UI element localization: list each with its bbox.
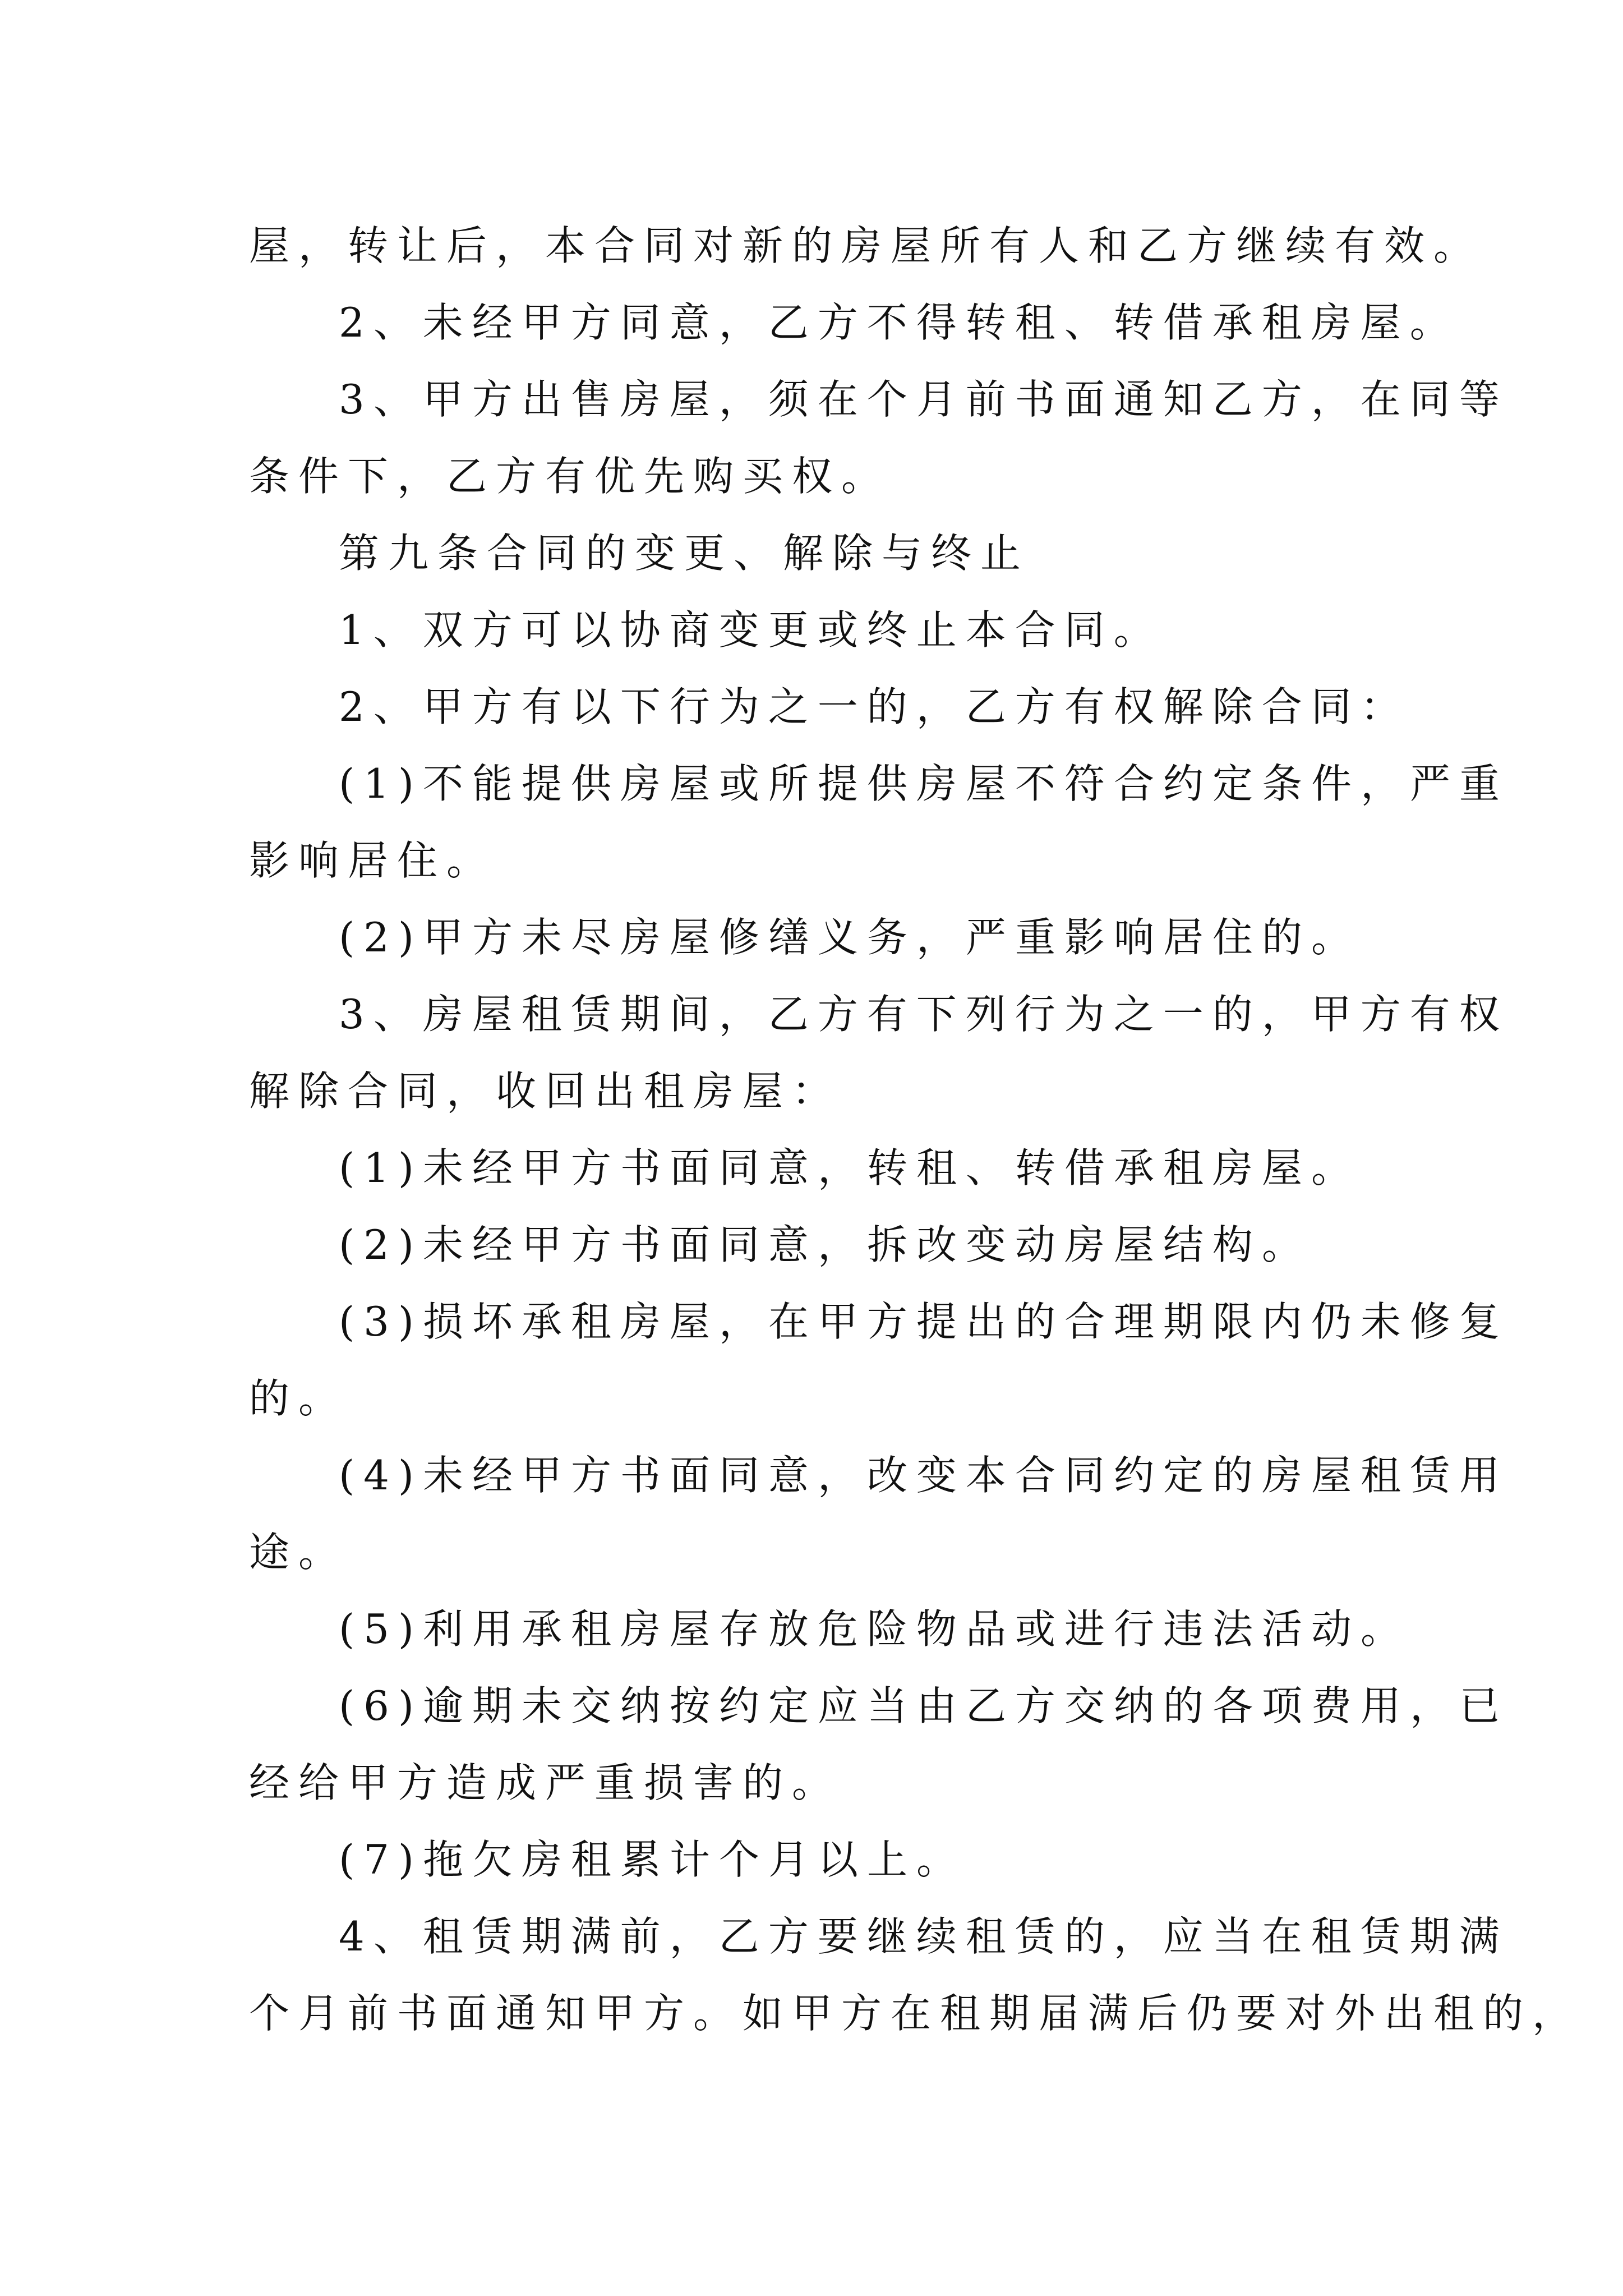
text-line: 条件下，乙方有优先购买权。 <box>249 453 891 500</box>
text-line: (6)逾期未交纳按约定应当由乙方交纳的各项费用，已 <box>339 1682 1509 1729</box>
text-line: (7)拖欠房租累计个月以上。 <box>339 1836 966 1883</box>
text-line: (3)损坏承租房屋，在甲方提出的合理期限内仍未修复 <box>339 1298 1509 1345</box>
text-line: 经给甲方造成严重损害的。 <box>249 1759 842 1806</box>
text-line: (5)利用承租房屋存放危险物品或进行违法活动。 <box>339 1605 1410 1653</box>
text-line: 4、租赁期满前，乙方要继续租赁的，应当在租赁期满 <box>339 1913 1509 1960</box>
text-line: (2)甲方未尽房屋修缮义务，严重影响居住的。 <box>339 914 1361 961</box>
text-line: 3、房屋租赁期间，乙方有下列行为之一的，甲方有权 <box>339 991 1509 1038</box>
text-line: 途。 <box>249 1529 348 1576</box>
text-line: 2、甲方有以下行为之一的，乙方有权解除合同： <box>339 683 1410 730</box>
text-line: 2、未经甲方同意，乙方不得转租、转借承租房屋。 <box>339 299 1459 346</box>
text-line: (2)未经甲方书面同意，拆改变动房屋结构。 <box>339 1221 1311 1268</box>
text-line: 个月前书面通知甲方。如甲方在租期届满后仍要对外出租的， <box>249 1990 1582 2037</box>
text-line: (1)未经甲方书面同意，转租、转借承租房屋。 <box>339 1144 1361 1191</box>
section-heading: 第九条合同的变更、解除与终止 <box>339 530 1030 577</box>
text-line: 影响居住。 <box>249 837 496 884</box>
document-body <box>249 208 1582 2052</box>
text-line: 3、甲方出售房屋，须在个月前书面通知乙方，在同等 <box>339 376 1509 423</box>
text-line: (1)不能提供房屋或所提供房屋不符合约定条件，严重 <box>339 760 1509 807</box>
text-line: 1、双方可以协商变更或终止本合同。 <box>339 606 1163 654</box>
text-line: 的。 <box>249 1375 348 1422</box>
text-line: 屋，转让后，本合同对新的房屋所有人和乙方继续有效。 <box>249 222 1483 269</box>
text-line: (4)未经甲方书面同意，改变本合同约定的房屋租赁用 <box>339 1452 1509 1499</box>
text-line: 解除合同，收回出租房屋： <box>249 1068 842 1115</box>
